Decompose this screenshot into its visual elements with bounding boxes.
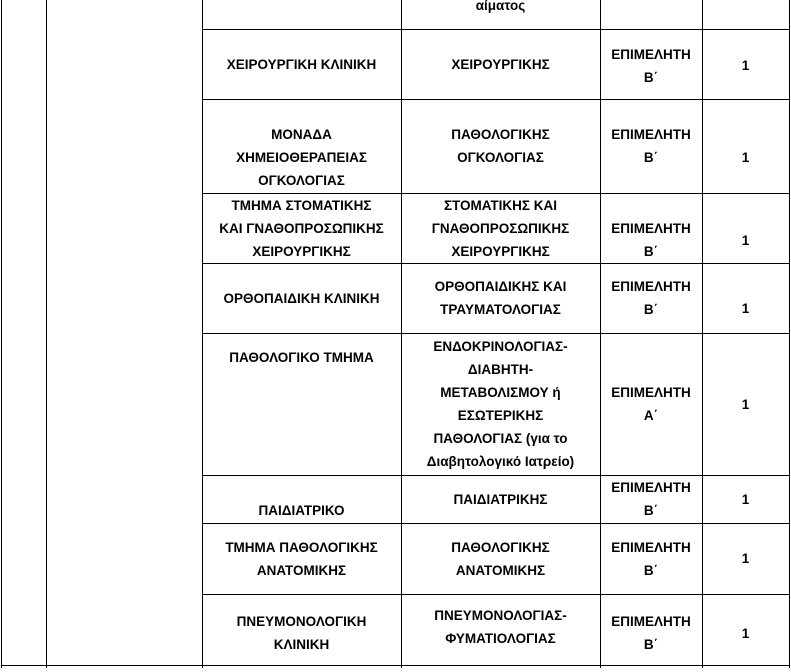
specialty-cell-line: ΤΡΑΥΜΑΤΟΛΟΓΙΑΣ bbox=[440, 302, 561, 317]
unit-cell-line: ΠΑΙΔΙΑΤΡΙΚΟ bbox=[258, 502, 345, 518]
count-cell bbox=[702, 99, 789, 193]
grid-vline-1 bbox=[46, 0, 47, 668]
rank-cell bbox=[600, 333, 702, 475]
unit-cell bbox=[202, 29, 401, 99]
specialty-cell bbox=[401, 523, 600, 594]
count-cell-line: 1 bbox=[741, 300, 750, 316]
specialty-cell-line: ΔΙΑΒΗΤΗ- bbox=[467, 362, 534, 377]
unit-cell-line: ΧΕΙΡΟΥΡΓΙΚΗ ΚΛΙΝΙΚΗ bbox=[226, 56, 377, 72]
rank-cell bbox=[600, 263, 702, 333]
rank-cell-line: ΕΠΙΜΕΛΗΤΗ bbox=[611, 539, 691, 555]
count-cell bbox=[702, 193, 789, 263]
unit-cell-line: ΑΝΑΤΟΜΙΚΗΣ bbox=[256, 562, 347, 578]
rank-cell-line: ΕΠΙΜΕΛΗΤΗ bbox=[611, 127, 691, 142]
count-cell-line: 1 bbox=[741, 149, 750, 165]
count-cell bbox=[702, 475, 789, 523]
count-cell-line: 1 bbox=[741, 232, 750, 248]
unit-cell-line: ΠΑΘΟΛΟΓΙΚΟ ΤΜΗΜΑ bbox=[229, 349, 374, 365]
unit-cell-line: ΤΜΗΜΑ ΣΤΟΜΑΤΙΚΗΣ bbox=[231, 197, 372, 213]
unit-cell bbox=[202, 99, 401, 193]
specialty-cell bbox=[401, 475, 600, 523]
unit-cell-line: ΚΛΙΝΙΚΗ bbox=[273, 637, 330, 652]
specialty-cell-line: Διαβητολογικό Ιατρείο) bbox=[426, 454, 575, 469]
specialty-cell bbox=[401, 29, 600, 99]
rank-cell-line: Β΄ bbox=[643, 150, 659, 165]
rank-cell-line: Α΄ bbox=[643, 408, 659, 423]
specialty-cell bbox=[401, 193, 600, 263]
unit-cell bbox=[202, 263, 401, 333]
unit-cell bbox=[202, 594, 401, 672]
specialty-cell-line: ΧΕΙΡΟΥΡΓΙΚΗΣ bbox=[451, 243, 550, 259]
unit-cell-line: ΟΡΘΟΠΑΙΔΙΚΗ ΚΛΙΝΙΚΗ bbox=[223, 290, 380, 306]
specialty-cell-line: ΠΑΘΟΛΟΓΙΚΗΣ bbox=[451, 127, 550, 142]
rank-cell-line: Β΄ bbox=[643, 244, 659, 259]
grid-vline-0 bbox=[1, 0, 2, 668]
unit-cell-line: ΠΝΕΥΜΟΝΟΛΟΓΙΚΗ bbox=[236, 614, 367, 629]
rank-cell-line: ΕΠΙΜΕΛΗΤΗ bbox=[611, 480, 691, 495]
unit-cell-line: ΤΜΗΜΑ ΠΑΘΟΛΟΓΙΚΗΣ bbox=[225, 539, 378, 555]
specialty-cell-line: ΠΑΙΔΙΑΤΡΙΚΗΣ bbox=[453, 491, 548, 507]
rank-cell bbox=[600, 475, 702, 523]
rank-cell-line: ΕΠΙΜΕΛΗΤΗ bbox=[611, 47, 691, 62]
specialty-cell-line: ΠΑΘΟΛΟΓΙΚΗΣ bbox=[451, 539, 550, 555]
specialty-cell bbox=[401, 263, 600, 333]
rank-cell bbox=[600, 29, 702, 99]
specialty-cell bbox=[401, 594, 600, 672]
count-cell bbox=[702, 29, 789, 99]
specialty-cell bbox=[401, 99, 600, 193]
unit-cell-line: ΧΗΜΕΙΟΘΕΡΑΠΕΙΑΣ bbox=[236, 149, 367, 165]
count-cell bbox=[702, 0, 789, 29]
unit-cell bbox=[202, 193, 401, 263]
unit-cell-line: ΚΑΙ ΓΝΑΘΟΠΡΟΣΩΠΙΚΗΣ bbox=[219, 220, 384, 236]
rank-cell bbox=[600, 99, 702, 193]
unit-cell-line: ΧΕΙΡΟΥΡΓΙΚΗΣ bbox=[252, 243, 351, 259]
count-cell-line: 1 bbox=[741, 396, 750, 412]
count-cell-line: 1 bbox=[741, 57, 750, 73]
specialty-cell-line: ΕΣΩΤΕΡΙΚΗΣ bbox=[457, 408, 544, 423]
count-cell-line: 1 bbox=[741, 625, 750, 641]
count-cell bbox=[702, 263, 789, 333]
rank-cell-line: ΕΠΙΜΕΛΗΤΗ bbox=[611, 614, 691, 629]
specialty-cell-line: ΠΝΕΥΜΟΝΟΛΟΓΙΑΣ- bbox=[434, 608, 567, 623]
count-cell bbox=[702, 594, 789, 672]
grid-vline-6 bbox=[789, 0, 790, 668]
rank-cell-line: Β΄ bbox=[643, 637, 659, 652]
specialty-cell-line: ΑΝΑΤΟΜΙΚΗΣ bbox=[455, 562, 546, 578]
rank-cell-line: ΕΠΙΜΕΛΗΤΗ bbox=[611, 385, 691, 400]
rank-cell bbox=[600, 193, 702, 263]
specialty-cell-line: ΠΑΘΟΛΟΓΙΑΣ (για το bbox=[433, 431, 568, 446]
specialty-cell-line: αίματος bbox=[475, 0, 526, 13]
rank-cell-line: Β΄ bbox=[643, 302, 659, 317]
specialty-cell bbox=[401, 0, 600, 29]
specialty-cell-line: ΓΝΑΘΟΠΡΟΣΩΠΙΚΗΣ bbox=[431, 220, 570, 236]
unit-cell bbox=[202, 333, 401, 475]
specialty-cell-line: ΟΓΚΟΛΟΓΙΑΣ bbox=[457, 150, 544, 165]
unit-cell bbox=[202, 523, 401, 594]
rank-cell bbox=[600, 523, 702, 594]
rank-cell-line: ΕΠΙΜΕΛΗΤΗ bbox=[611, 221, 691, 236]
specialty-cell bbox=[401, 333, 600, 475]
specialty-cell-line: ΣΤΟΜΑΤΙΚΗΣ ΚΑΙ bbox=[443, 197, 558, 213]
specialty-cell-line: ΕΝΔΟΚΡΙΝΟΛΟΓΙΑΣ- bbox=[433, 339, 568, 354]
rank-cell-line: Β΄ bbox=[643, 562, 659, 578]
specialty-cell-line: ΧΕΙΡΟΥΡΓΙΚΗΣ bbox=[451, 56, 550, 72]
unit-cell-line: ΜΟΝΑΔΑ bbox=[271, 126, 332, 142]
specialty-cell-line: ΜΕΤΑΒΟΛΙΣΜΟΥ ή bbox=[440, 385, 561, 400]
unit-cell bbox=[202, 475, 401, 523]
count-cell-line: 1 bbox=[741, 491, 750, 507]
count-cell bbox=[702, 333, 789, 475]
rank-cell-line: Β΄ bbox=[643, 503, 659, 518]
rank-cell bbox=[600, 0, 702, 29]
unit-cell-line: ΟΓΚΟΛΟΓΙΑΣ bbox=[258, 172, 345, 188]
specialty-cell-line: ΟΡΘΟΠΑΙΔΙΚΗΣ ΚΑΙ bbox=[434, 279, 567, 294]
rank-cell-line: ΕΠΙΜΕΛΗΤΗ bbox=[611, 279, 691, 294]
rank-cell-line: Β΄ bbox=[643, 70, 659, 85]
rank-cell bbox=[600, 594, 702, 672]
unit-cell bbox=[202, 0, 401, 29]
count-cell-line: 1 bbox=[741, 551, 750, 566]
count-cell bbox=[702, 523, 789, 594]
specialty-cell-line: ΦΥΜΑΤΙΟΛΟΓΙΑΣ bbox=[445, 631, 556, 646]
